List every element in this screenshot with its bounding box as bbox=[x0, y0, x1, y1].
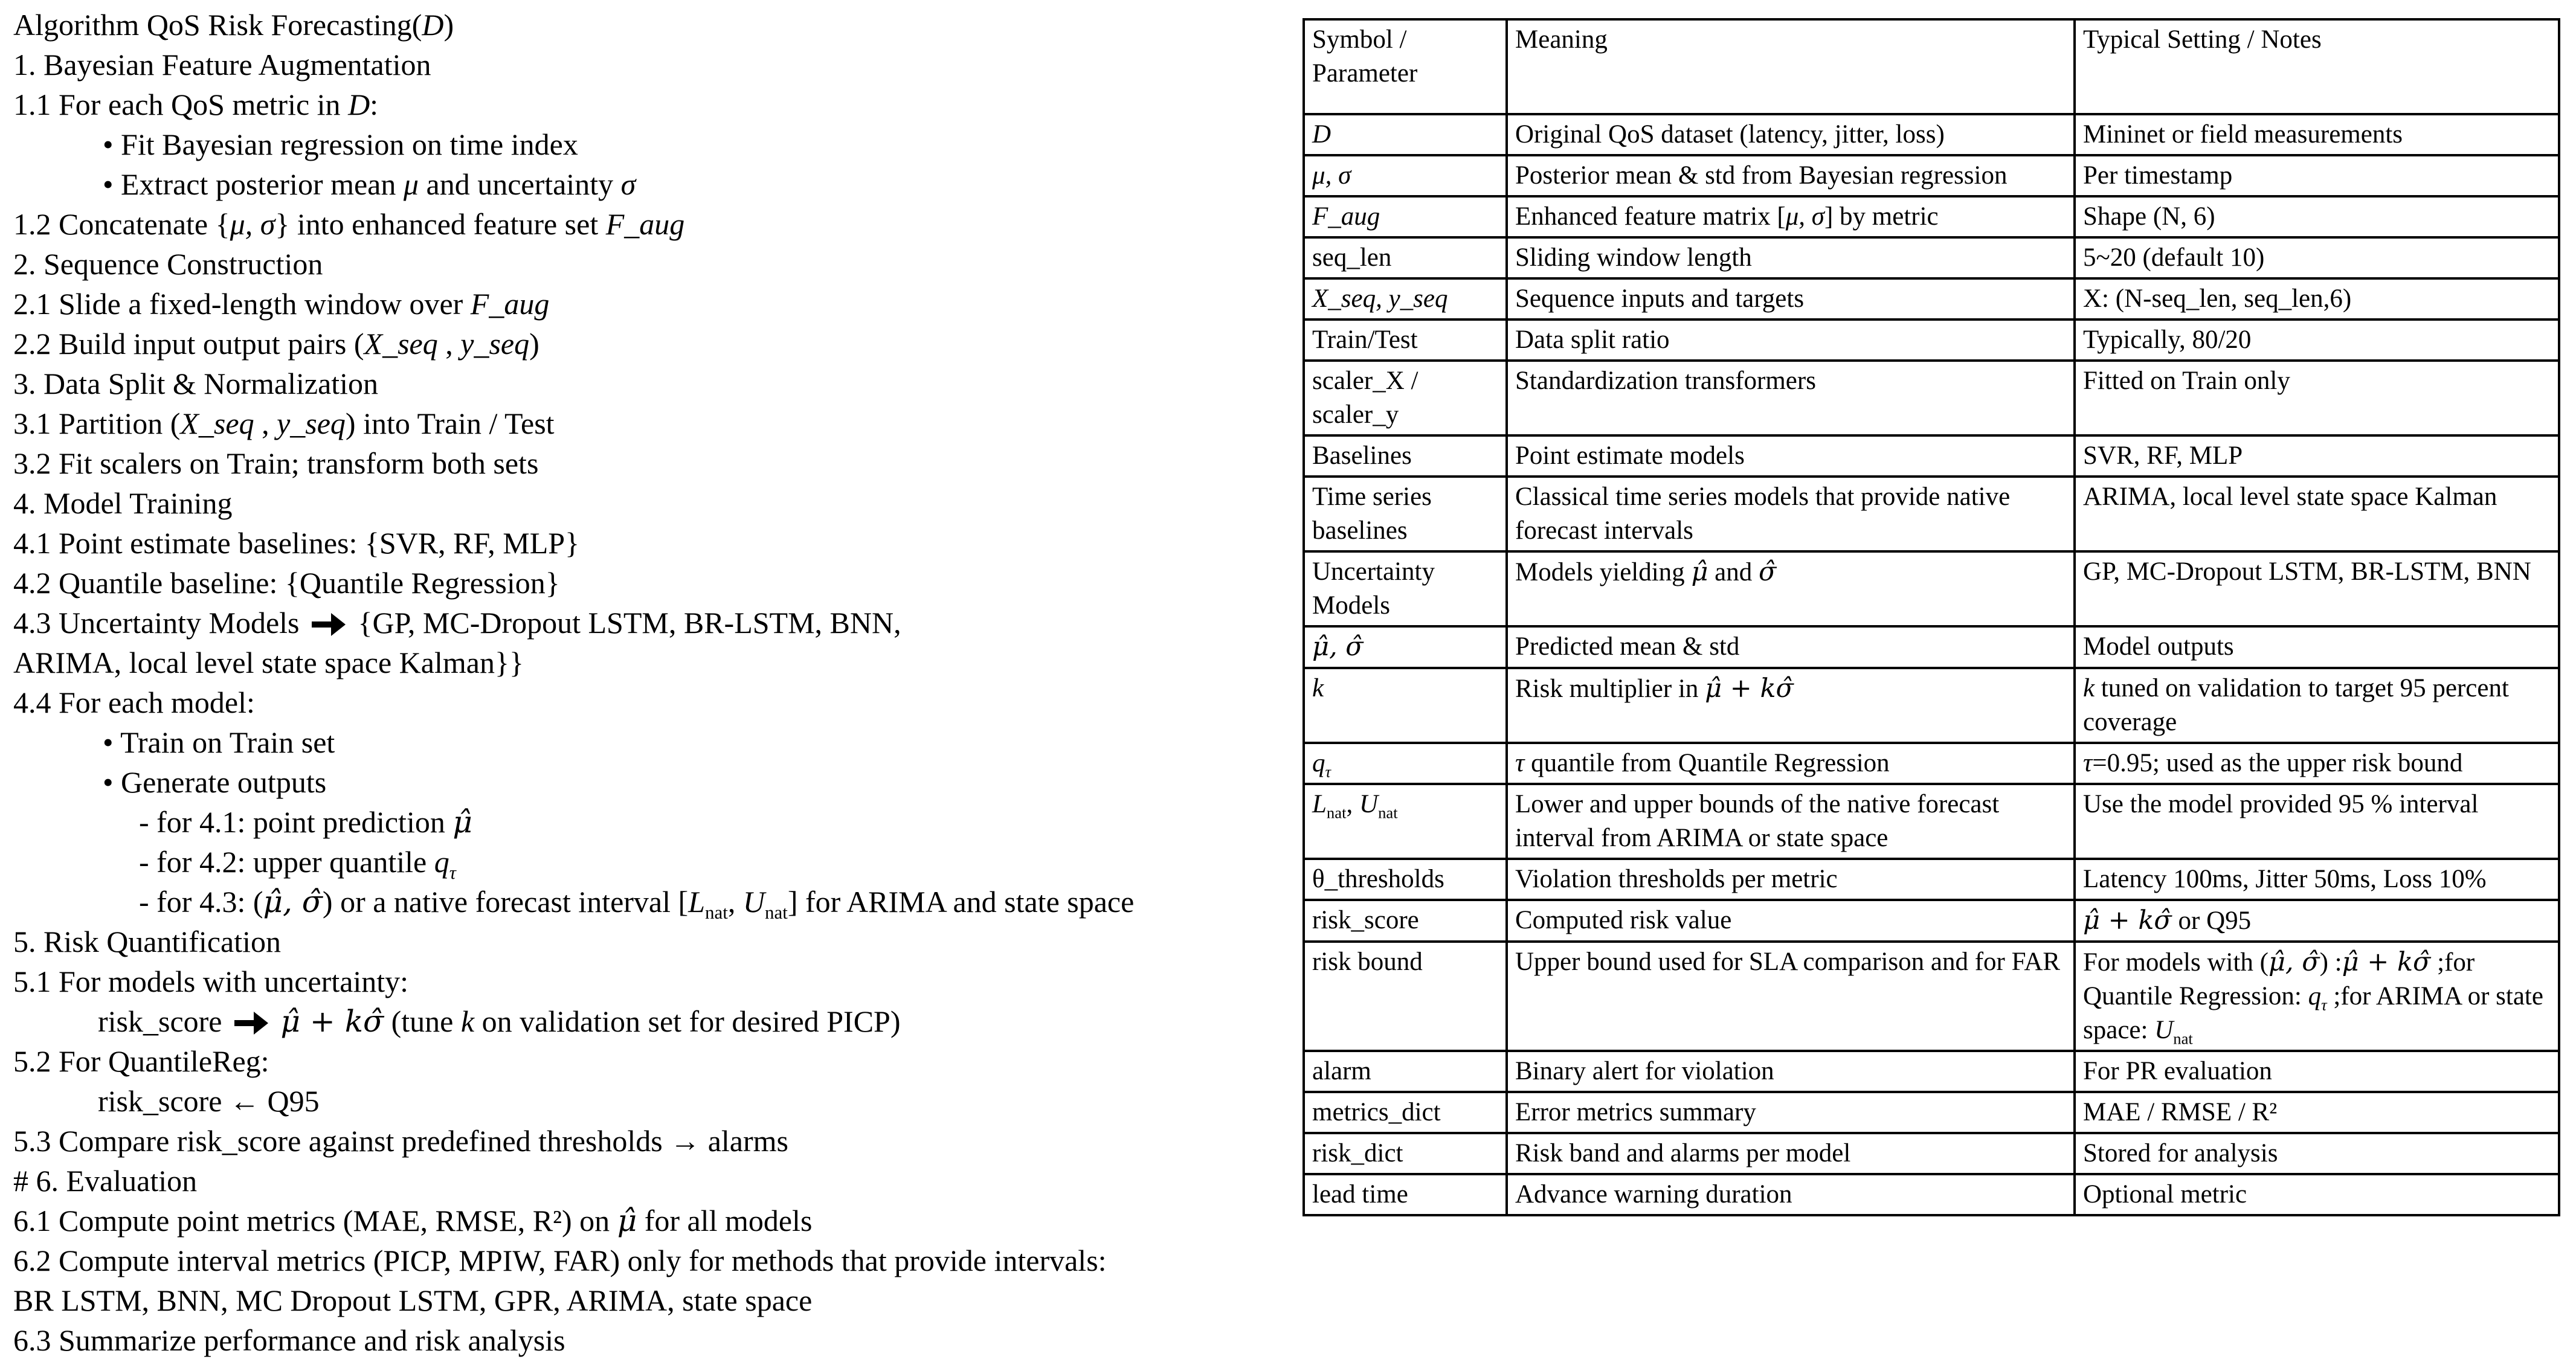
cell-notes: Stored for analysis bbox=[2075, 1133, 2559, 1174]
table-row bbox=[1304, 859, 2559, 900]
cell-notes: τ=0.95; used as the upper risk bound bbox=[2075, 743, 2559, 784]
algorithm-sub-line: - for 4.3: (μ̂, σ̂) or a native forecast interval [$L_{nat}$, $U_{nat}$] for ARIMA and state space bbox=[139, 884, 1135, 923]
cell-notes: MAE / RMSE / R² bbox=[2075, 1092, 2559, 1133]
cell-meaning: Risk multiplier in μ̂ + kσ̂ bbox=[1507, 668, 2075, 743]
table-row bbox=[1304, 743, 2559, 784]
cell-meaning: τ quantile from Quantile Regression bbox=[1507, 743, 2075, 784]
table-row bbox=[1304, 477, 2559, 551]
table-row bbox=[1304, 551, 2559, 626]
cell-meaning: Sliding window length bbox=[1507, 237, 2075, 278]
table-row bbox=[1304, 668, 2559, 743]
algorithm-line: 4. Model Training bbox=[13, 486, 233, 520]
algorithm-bullet-line: • Extract posterior mean μ and uncertainty σ bbox=[103, 167, 636, 201]
cell-symbol: $L_{nat}$, $U_{nat}$ bbox=[1304, 784, 1507, 859]
table-row bbox=[1304, 435, 2559, 477]
column-header-typical-setting-notes: Typical Setting / Notes bbox=[2075, 19, 2559, 114]
cell-symbol: risk bound bbox=[1304, 942, 1507, 1051]
cell-meaning: Violation thresholds per metric bbox=[1507, 859, 2075, 900]
cell-symbol: μ, σ bbox=[1304, 155, 1507, 196]
cell-notes: Shape (N, 6) bbox=[2075, 196, 2559, 237]
cell-symbol: Time series baselines bbox=[1304, 477, 1507, 551]
cell-symbol: risk_score bbox=[1304, 900, 1507, 942]
cell-meaning: Posterior mean & std from Bayesian regression bbox=[1507, 155, 2075, 196]
cell-meaning: Upper bound used for SLA comparison and for FAR bbox=[1507, 942, 2075, 1051]
cell-symbol: Uncertainty Models bbox=[1304, 551, 1507, 626]
algorithm-line: 5.3 Compare risk_score against predefined thresholds → alarms bbox=[13, 1124, 788, 1158]
column-header-meaning: Meaning bbox=[1507, 19, 2075, 114]
algorithm-line: ARIMA, local level state space Kalman}} bbox=[13, 646, 524, 679]
table-row bbox=[1304, 319, 2559, 361]
algorithm-line: BR LSTM, BNN, MC Dropout LSTM, GPR, ARIMA, state space bbox=[13, 1283, 813, 1317]
table-row bbox=[1304, 784, 2559, 859]
cell-meaning: Standardization transformers bbox=[1507, 361, 2075, 435]
cell-symbol: risk_dict bbox=[1304, 1133, 1507, 1174]
cell-meaning: Computed risk value bbox=[1507, 900, 2075, 942]
algorithm-line: 4.1 Point estimate baselines: {SVR, RF, MLP} bbox=[13, 526, 580, 560]
algorithm-line: 6.2 Compute interval metrics (PICP, MPIW, FAR) only for methods that provide intervals: bbox=[13, 1244, 1107, 1277]
algorithm-sub-line: - for 4.1: point prediction μ̂ bbox=[139, 804, 472, 840]
cell-meaning: Original QoS dataset (latency, jitter, loss) bbox=[1507, 114, 2075, 155]
cell-symbol: metrics_dict bbox=[1304, 1092, 1507, 1133]
algorithm-line: 3.1 Partition (X_seq , y_seq) into Train / Test bbox=[13, 406, 555, 440]
table-row bbox=[1304, 900, 2559, 942]
table-row bbox=[1304, 237, 2559, 278]
cell-notes: Model outputs bbox=[2075, 626, 2559, 668]
cell-notes: Fitted on Train only bbox=[2075, 361, 2559, 435]
algorithm-line: 2.1 Slide a fixed-length window over F_aug bbox=[13, 287, 550, 321]
algorithm-line: 3.2 Fit scalers on Train; transform both sets bbox=[13, 446, 539, 480]
cell-symbol: scaler_X / scaler_y bbox=[1304, 361, 1507, 435]
cell-meaning: Sequence inputs and targets bbox=[1507, 278, 2075, 319]
table-row bbox=[1304, 278, 2559, 319]
cell-symbol: X_seq, y_seq bbox=[1304, 278, 1507, 319]
algorithm-line: 2.2 Build input output pairs (X_seq , y_seq) bbox=[13, 327, 539, 361]
algorithm-line: 4.4 For each model: bbox=[13, 686, 255, 719]
cell-meaning: Lower and upper bounds of the native forecast interval from ARIMA or state space bbox=[1507, 784, 2075, 859]
cell-meaning: Classical time series models that provide native forecast intervals bbox=[1507, 477, 2075, 551]
cell-symbol: Baselines bbox=[1304, 435, 1507, 477]
algorithm-block bbox=[13, 5, 1134, 1360]
algorithm-line: 6.3 Summarize performance and risk analysis bbox=[13, 1323, 565, 1357]
cell-symbol: k bbox=[1304, 668, 1507, 743]
table-header-row bbox=[1304, 19, 2559, 114]
table-row bbox=[1304, 626, 2559, 668]
cell-notes: k tuned on validation to target 95 percent coverage bbox=[2075, 668, 2559, 743]
table-row bbox=[1304, 155, 2559, 196]
algorithm-line: 4.3 Uncertainty Models {GP, MC-Dropout LSTM, BR-LSTM, BNN, bbox=[13, 606, 901, 640]
cell-notes: For models with (μ̂, σ̂) :μ̂ + kσ̂ ;for Quantile Regression: $q_\tau$ ;for ARIMA or state space: $U_{nat}$ bbox=[2075, 942, 2559, 1051]
cell-notes: 5~20 (default 10) bbox=[2075, 237, 2559, 278]
algorithm-line: 4.2 Quantile baseline: {Quantile Regression} bbox=[13, 566, 560, 600]
cell-symbol: θ_thresholds bbox=[1304, 859, 1507, 900]
cell-notes: ARIMA, local level state space Kalman bbox=[2075, 477, 2559, 551]
algorithm-title: Algorithm QoS Risk Forecasting(D) bbox=[13, 8, 454, 42]
heavy-right-arrow-icon bbox=[234, 1012, 268, 1035]
algorithm-bullet-line: • Fit Bayesian regression on time index bbox=[103, 127, 578, 161]
cell-notes: Optional metric bbox=[2075, 1174, 2559, 1215]
algorithm-line: 5. Risk Quantification bbox=[13, 925, 281, 958]
table-row bbox=[1304, 1092, 2559, 1133]
cell-symbol: alarm bbox=[1304, 1051, 1507, 1092]
algorithm-line: 1.1 For each QoS metric in D: bbox=[13, 88, 379, 121]
cell-notes: Mininet or field measurements bbox=[2075, 114, 2559, 155]
parameter-table bbox=[1302, 18, 2560, 1216]
cell-notes: GP, MC-Dropout LSTM, BR-LSTM, BNN bbox=[2075, 551, 2559, 626]
table-row bbox=[1304, 361, 2559, 435]
cell-notes: μ̂ + kσ̂ or Q95 bbox=[2075, 900, 2559, 942]
table-row bbox=[1304, 114, 2559, 155]
cell-meaning: Point estimate models bbox=[1507, 435, 2075, 477]
algorithm-bullet-line: • Train on Train set bbox=[103, 725, 335, 759]
cell-notes: Typically, 80/20 bbox=[2075, 319, 2559, 361]
column-header-symbol-parameter: Symbol / Parameter bbox=[1304, 19, 1507, 114]
cell-notes: Latency 100ms, Jitter 50ms, Loss 10% bbox=[2075, 859, 2559, 900]
table-row bbox=[1304, 1051, 2559, 1092]
table-row bbox=[1304, 942, 2559, 1051]
cell-symbol: F_aug bbox=[1304, 196, 1507, 237]
algorithm-line: 1. Bayesian Feature Augmentation bbox=[13, 48, 431, 82]
algorithm-line: # 6. Evaluation bbox=[13, 1164, 198, 1198]
cell-notes: Use the model provided 95 % interval bbox=[2075, 784, 2559, 859]
cell-symbol: Train/Test bbox=[1304, 319, 1507, 361]
cell-symbol: $q_\tau$ bbox=[1304, 743, 1507, 784]
algorithm-code-line: risk_score ← Q95 bbox=[98, 1084, 320, 1118]
cell-meaning: Error metrics summary bbox=[1507, 1092, 2075, 1133]
algorithm-line: 5.2 For QuantileReg: bbox=[13, 1044, 269, 1078]
cell-symbol: seq_len bbox=[1304, 237, 1507, 278]
cell-notes: X: (N-seq_len, seq_len,6) bbox=[2075, 278, 2559, 319]
algorithm-sub-line: - for 4.2: upper quantile $q_\tau$ bbox=[139, 845, 456, 883]
cell-symbol: lead time bbox=[1304, 1174, 1507, 1215]
cell-meaning: Predicted mean & std bbox=[1507, 626, 2075, 668]
algorithm-line: 1.2 Concatenate {μ, σ} into enhanced feature set F_aug bbox=[13, 207, 685, 241]
cell-symbol: D bbox=[1304, 114, 1507, 155]
algorithm-line: 3. Data Split & Normalization bbox=[13, 367, 379, 400]
cell-meaning: Binary alert for violation bbox=[1507, 1051, 2075, 1092]
table-row bbox=[1304, 1133, 2559, 1174]
table-row bbox=[1304, 196, 2559, 237]
cell-meaning: Enhanced feature matrix [μ, σ] by metric bbox=[1507, 196, 2075, 237]
cell-notes: Per timestamp bbox=[2075, 155, 2559, 196]
parameter-table-container bbox=[1302, 18, 2558, 1216]
algorithm-line: 5.1 For models with uncertainty: bbox=[13, 965, 409, 998]
cell-notes: For PR evaluation bbox=[2075, 1051, 2559, 1092]
algorithm-bullet-line: • Generate outputs bbox=[103, 765, 327, 799]
cell-meaning: Risk band and alarms per model bbox=[1507, 1133, 2075, 1174]
algorithm-line: 2. Sequence Construction bbox=[13, 247, 323, 281]
cell-notes: SVR, RF, MLP bbox=[2075, 435, 2559, 477]
algorithm-line: 6.1 Compute point metrics (MAE, RMSE, R²) on μ̂ for all models bbox=[13, 1203, 813, 1238]
table-row bbox=[1304, 1174, 2559, 1215]
cell-meaning: Data split ratio bbox=[1507, 319, 2075, 361]
cell-symbol: μ̂, σ̂ bbox=[1304, 626, 1507, 668]
heavy-right-arrow-icon bbox=[312, 613, 346, 636]
algorithm-code-line: risk_score μ̂ + kσ̂ (tune k on validation set for desired PICP) bbox=[98, 1004, 901, 1039]
cell-meaning: Models yielding μ̂ and σ̂ bbox=[1507, 551, 2075, 626]
cell-meaning: Advance warning duration bbox=[1507, 1174, 2075, 1215]
